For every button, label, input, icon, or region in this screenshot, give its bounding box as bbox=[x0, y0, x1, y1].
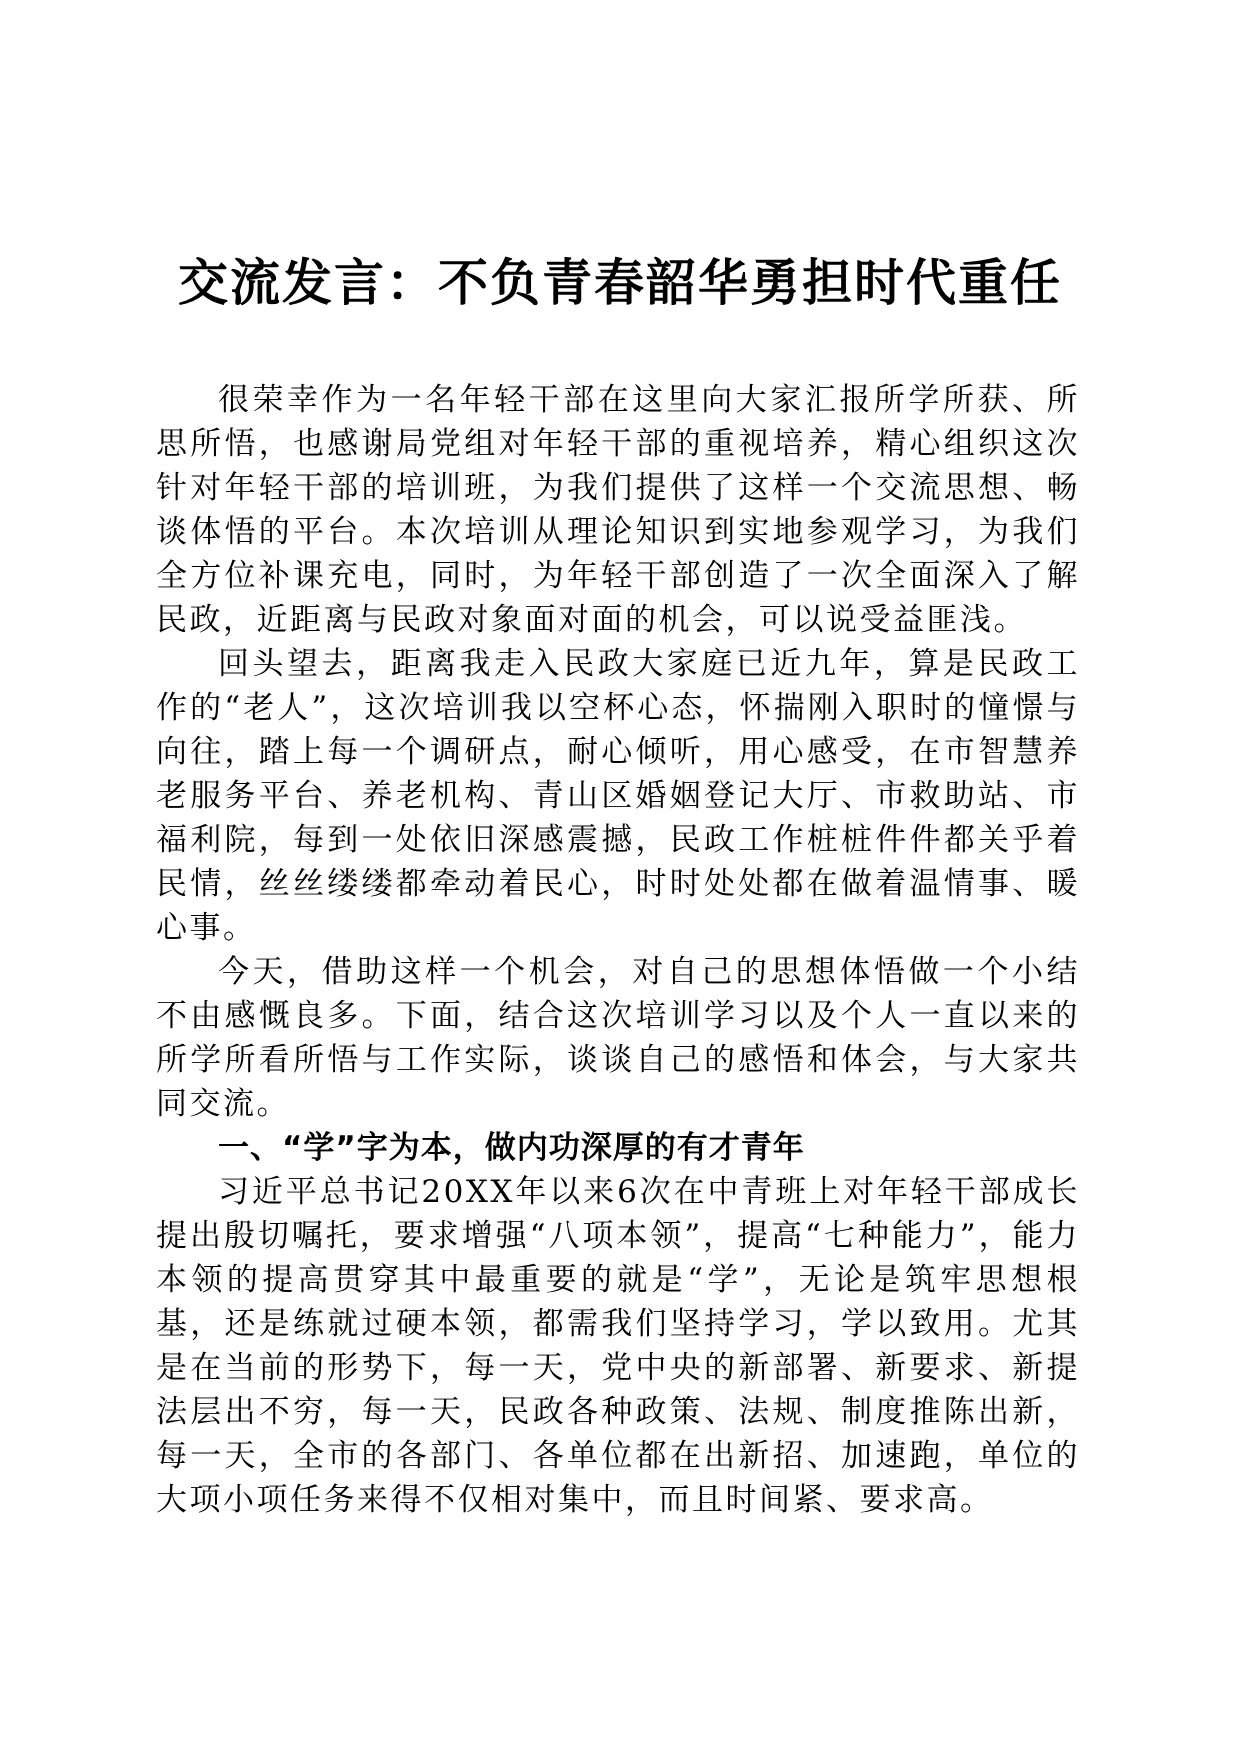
paragraph-reflection: 回头望去，距离我走入民政大家庭已近九年，算是民政工作的“老人”，这次培训我以空杯心态，怀揣刚入职时的憧憬与向往，踏上每一个调研点，耐心倾听，用心感受，在市智慧养老服务平台、养老机构、青山区婚姻登记大厅、市救助站、市福利院，每到一处依旧深感震撼，民政工作桩桩件件都关乎着民情，丝丝缕缕都牵动着民心，时时处处都在做着温情事、暖心事。 bbox=[156, 646, 1080, 946]
paragraph-intro: 很荣幸作为一名年轻干部在这里向大家汇报所学所获、所思所悟，也感谢局党组对年轻干部的重视培养，精心组织这次针对年轻干部的培训班，为我们提供了这样一个交流思想、畅谈体悟的平台。本次培训从理论知识到实地参观学习，为我们全方位补课充电，同时，为年轻干部创造了一次全面深入了解民政，近距离与民政对象面对面的机会，可以说受益匪浅。 bbox=[156, 382, 1080, 638]
paragraph-section-one: 习近平总书记20XX年以来6次在中青班上对年轻干部成长提出殷切嘱托，要求增强“八项本领”，提高“七种能力”，能力本领的提高贯穿其中最重要的就是“学”，无论是筑牢思想根基，还是练就过硬本领，都需我们坚持学习，学以致用。尤其是在当前的形势下，每一天，党中央的新部署、新要求、新提法层出不穷，每一天，民政各种政策、法规、制度推陈出新，每一天，全市的各部门、各单位都在出新招、加速跑，单位的大项小项任务来得不仅相对集中，而且时间紧、要求高。 bbox=[156, 1174, 1080, 1518]
document-title: 交流发言：不负青春韶华勇担时代重任 bbox=[178, 254, 1062, 312]
paragraph-summary: 今天，借助这样一个机会，对自己的思想体悟做一个小结不由感慨良多。下面，结合这次培训学习以及个人一直以来的所学所看所悟与工作实际，谈谈自己的感悟和体会，与大家共同交流。 bbox=[156, 954, 1080, 1122]
section-heading: 一、“学”字为本，做内功深厚的有才青年 bbox=[218, 1130, 805, 1166]
document-body bbox=[156, 378, 1080, 1522]
